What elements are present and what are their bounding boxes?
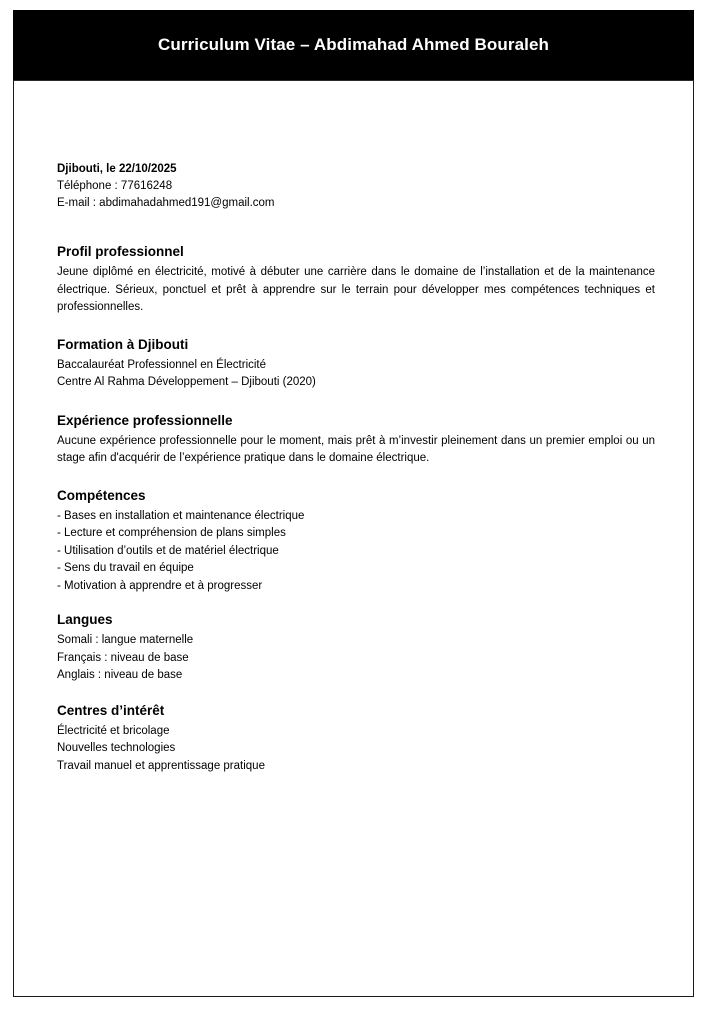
section-heading-experience: Expérience professionnelle <box>57 412 233 428</box>
section-langues <box>57 610 655 685</box>
section-formation <box>57 335 655 392</box>
list-item: Anglais : niveau de base <box>57 669 183 681</box>
document-content <box>57 161 655 780</box>
section-heading-langues: Langues <box>57 612 113 627</box>
email-line: E-mail : abdimahadahmed191@gmail.com <box>57 197 275 209</box>
list-item: Nouvelles technologies <box>57 742 176 754</box>
list-item: - Bases en installation et maintenance électrique <box>57 509 305 522</box>
list-item: Travail manuel et apprentissage pratique <box>57 759 265 772</box>
contact-block <box>57 161 655 212</box>
section-competences <box>57 486 655 596</box>
list-item: Électricité et bricolage <box>57 724 170 737</box>
list-item: Somali : langue maternelle <box>57 634 194 646</box>
list-item: Français : niveau de base <box>57 651 189 664</box>
list-item: - Lecture et compréhension de plans simples <box>57 527 286 539</box>
section-heading-competences: Compétences <box>57 487 146 503</box>
section-heading-interets: Centres d’intérêt <box>57 702 165 718</box>
phone-line: Téléphone : 77616248 <box>57 180 173 192</box>
list-item: - Motivation à apprendre et à progresser <box>57 579 263 592</box>
section-centres-interet <box>57 701 655 776</box>
section-heading-profil: Profil professionnel <box>57 244 184 259</box>
list-item: - Sens du travail en équipe <box>57 562 194 574</box>
formation-line: Baccalauréat Professionnel en Électricité <box>57 358 267 371</box>
formation-line: Centre Al Rahma Développement – Djibouti (2020) <box>57 376 316 388</box>
section-profil-professionnel <box>57 242 655 317</box>
place-and-date: Djibouti, le 22/10/2025 <box>57 163 177 175</box>
page-title: Curriculum Vitae – Abdimahad Ahmed Bouraleh <box>158 35 549 54</box>
section-heading-formation: Formation à Djibouti <box>57 336 189 352</box>
document-header-bar <box>13 10 694 80</box>
experience-paragraph: Aucune expérience professionnelle pour le moment, mais prêt à m’investir pleinement dans un premier emploi ou un stage afin d'acquérir de l’expérience pratique dans le domaine électrique. <box>57 434 655 464</box>
profil-paragraph: Jeune diplômé en électricité, motivé à débuter une carrière dans le domaine de l’installation et de la maintenance électrique. Sérieux, ponctuel et prêt à apprendre sur le terrain pour développer mes compétences techniques et professionnelles. <box>57 266 655 313</box>
section-experience-professionnelle <box>57 411 655 468</box>
list-item: - Utilisation d’outils et de matériel électrique <box>57 544 279 557</box>
